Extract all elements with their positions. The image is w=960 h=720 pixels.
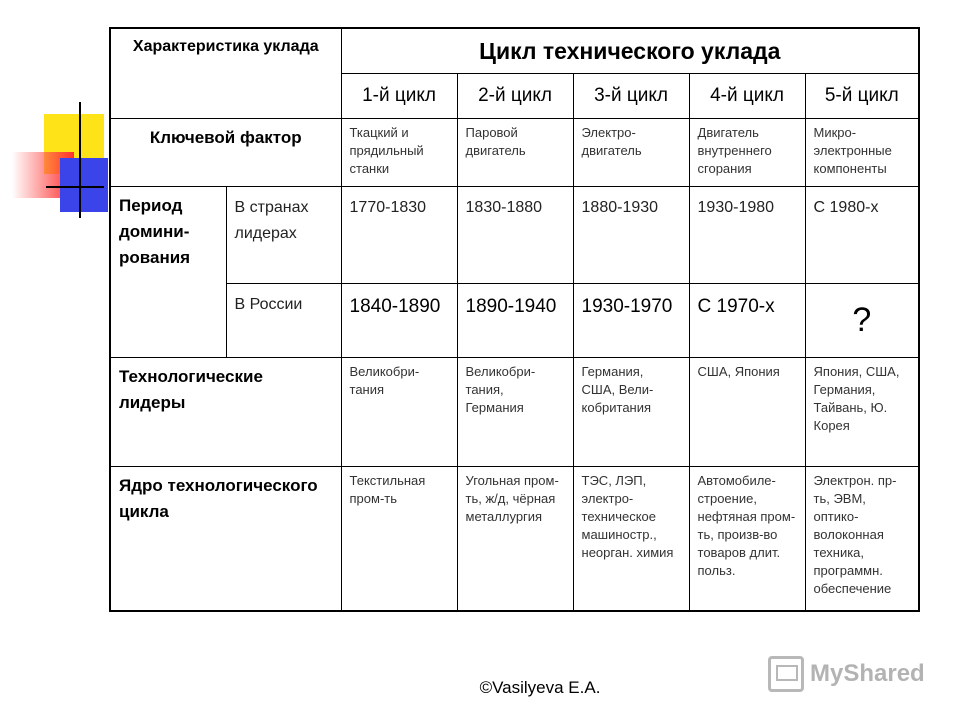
key-factor-cell: Электро-двигатель (573, 119, 689, 187)
period-russia-cell: 1930-1970 (573, 284, 689, 358)
decor-horizontal-line (46, 186, 104, 188)
watermark (768, 656, 925, 692)
tech-leaders-cell: Великобри-тания (341, 358, 457, 467)
tech-leaders-cell: Германия, США, Вели-кобритания (573, 358, 689, 467)
period-leaders-cell: 1770-1830 (341, 187, 457, 284)
period-leaders-cell: 1830-1880 (457, 187, 573, 284)
key-factor-cell: Двигатель внутреннего сгорания (689, 119, 805, 187)
period-leaders-cell: 1930-1980 (689, 187, 805, 284)
core-cell: Угольная пром-ть, ж/д, чёрная металлургия (457, 467, 573, 611)
row-key-factor-label: Ключевой фактор (110, 119, 341, 187)
header-characteristic: Характеристика уклада (110, 28, 341, 119)
tech-leaders-cell: США, Япония (689, 358, 805, 467)
row-tech-leaders-label: Технологические лидеры (110, 358, 341, 467)
cycle-2-header: 2-й цикл (457, 74, 573, 119)
cycle-4-header: 4-й цикл (689, 74, 805, 119)
decor-vertical-line (79, 102, 81, 218)
cycle-3-header: 3-й цикл (573, 74, 689, 119)
core-cell: ТЭС, ЛЭП, электро-техническое машиностр., неорган. химия (573, 467, 689, 611)
key-factor-cell: Ткацкий и прядильный станки (341, 119, 457, 187)
period-russia-label: В России (226, 284, 341, 358)
decor-blue-square (60, 158, 108, 212)
watermark-text: MyShared (810, 660, 925, 687)
period-leaders-cell: С 1980-х (805, 187, 919, 284)
period-russia-cell: 1890-1940 (457, 284, 573, 358)
core-cell: Электрон. пр-ть, ЭВМ, оптико-волоконная техника, программн. обеспечение (805, 467, 919, 611)
tech-cycle-table (109, 27, 920, 612)
period-leaders-label: В странах лидерах (226, 187, 341, 284)
core-cell: Автомобиле-строение, нефтяная пром-ть, произв-во товаров длит. польз. (689, 467, 805, 611)
presentation-icon (768, 656, 804, 692)
period-russia-question: ? (805, 284, 919, 358)
footer-copyright: ©Vasilyeva E.A. (479, 678, 601, 697)
period-russia-cell: 1840-1890 (341, 284, 457, 358)
cycle-1-header: 1-й цикл (341, 74, 457, 119)
row-core-label: Ядро технологического цикла (110, 467, 341, 611)
header-cycle: Цикл технического уклада (341, 28, 919, 74)
cycle-5-header: 5-й цикл (805, 74, 919, 119)
core-cell: Текстильная пром-ть (341, 467, 457, 611)
key-factor-cell: Паровой двигатель (457, 119, 573, 187)
period-russia-cell: С 1970-х (689, 284, 805, 358)
tech-leaders-cell: Япония, США, Германия, Тайвань, Ю. Корея (805, 358, 919, 467)
row-period-label: Период домини-рования (110, 187, 226, 358)
period-leaders-cell: 1880-1930 (573, 187, 689, 284)
key-factor-cell: Микро-электронные компоненты (805, 119, 919, 187)
tech-leaders-cell: Великобри-тания, Германия (457, 358, 573, 467)
